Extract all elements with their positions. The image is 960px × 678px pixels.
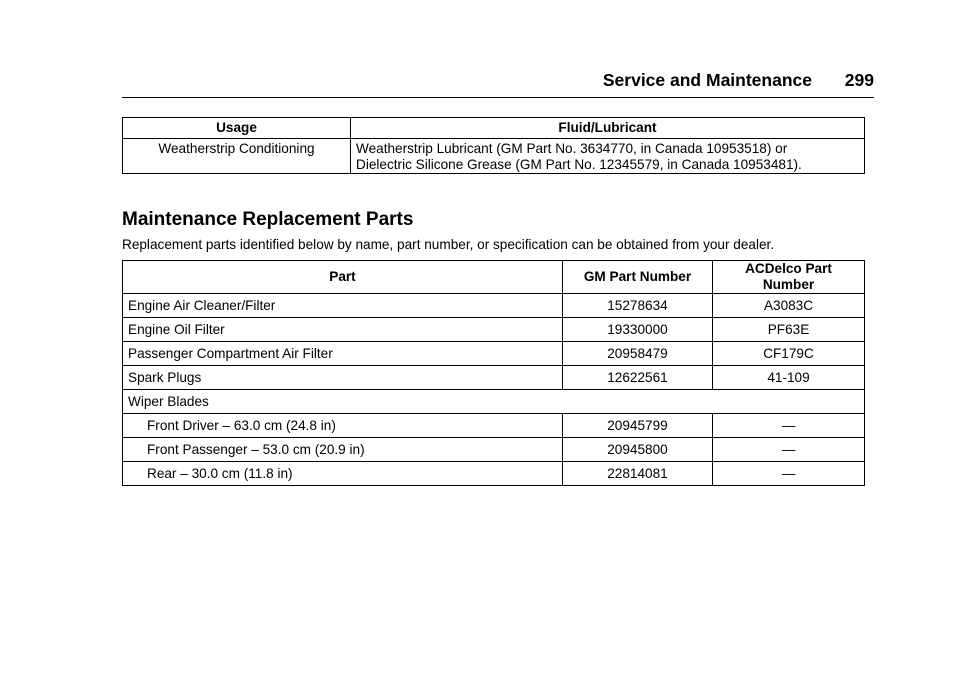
header-divider: [122, 97, 874, 98]
column-header-part: Part: [123, 261, 563, 294]
section-title-header: Service and Maintenance: [602, 70, 812, 90]
acdelco-number-cell: A3083C: [713, 294, 865, 318]
table-group-row: [123, 390, 865, 414]
part-name-cell: Rear – 30.0 cm (11.8 in): [123, 462, 563, 486]
table-row: [123, 462, 865, 486]
gm-number-cell: 12622561: [563, 366, 713, 390]
page-number: 299: [844, 70, 874, 90]
table-row: [123, 366, 865, 390]
gm-number-cell: 20945799: [563, 414, 713, 438]
fluid-lubricant-table: [122, 117, 865, 174]
part-name-cell: Passenger Compartment Air Filter: [123, 342, 563, 366]
column-header-usage: Usage: [123, 118, 351, 139]
table-row: [123, 438, 865, 462]
fluid-cell: [351, 139, 865, 174]
table-row: [123, 294, 865, 318]
column-header-fluid: Fluid/Lubricant: [351, 118, 865, 139]
part-name-cell: Engine Oil Filter: [123, 318, 563, 342]
table-row: [123, 318, 865, 342]
table-row: [123, 414, 865, 438]
acdelco-number-cell: PF63E: [713, 318, 865, 342]
table-row: [123, 342, 865, 366]
acdelco-number-cell: —: [713, 414, 865, 438]
gm-number-cell: 19330000: [563, 318, 713, 342]
group-label-cell: Wiper Blades: [123, 390, 865, 414]
acdelco-number-cell: 41-109: [713, 366, 865, 390]
acdelco-number-cell: CF179C: [713, 342, 865, 366]
column-header-gm: GM Part Number: [563, 261, 713, 294]
table-row: [123, 139, 865, 174]
part-name-cell: Front Driver – 63.0 cm (24.8 in): [123, 414, 563, 438]
gm-number-cell: 15278634: [563, 294, 713, 318]
acdelco-number-cell: —: [713, 462, 865, 486]
part-name-cell: Spark Plugs: [123, 366, 563, 390]
table-header-row: [123, 118, 865, 139]
usage-cell: Weatherstrip Conditioning: [123, 139, 351, 174]
section-heading: Maintenance Replacement Parts: [122, 209, 414, 230]
fluid-line: Dielectric Silicone Grease (GM Part No. 12345579, in Canada 10953481).: [356, 157, 802, 172]
gm-number-cell: 20945800: [563, 438, 713, 462]
fluid-line: Weatherstrip Lubricant (GM Part No. 3634770, in Canada 10953518) or: [356, 141, 788, 156]
part-name-cell: Front Passenger – 53.0 cm (20.9 in): [123, 438, 563, 462]
gm-number-cell: 20958479: [563, 342, 713, 366]
page-header: [122, 70, 874, 92]
part-name-cell: Engine Air Cleaner/Filter: [123, 294, 563, 318]
section-intro: Replacement parts identified below by name, part number, or specification can be obtained from your dealer.: [122, 237, 775, 252]
replacement-parts-table: [122, 260, 865, 486]
column-header-acdelco: ACDelco Part Number: [713, 261, 865, 294]
acdelco-number-cell: —: [713, 438, 865, 462]
table-header-row: [123, 261, 865, 294]
gm-number-cell: 22814081: [563, 462, 713, 486]
